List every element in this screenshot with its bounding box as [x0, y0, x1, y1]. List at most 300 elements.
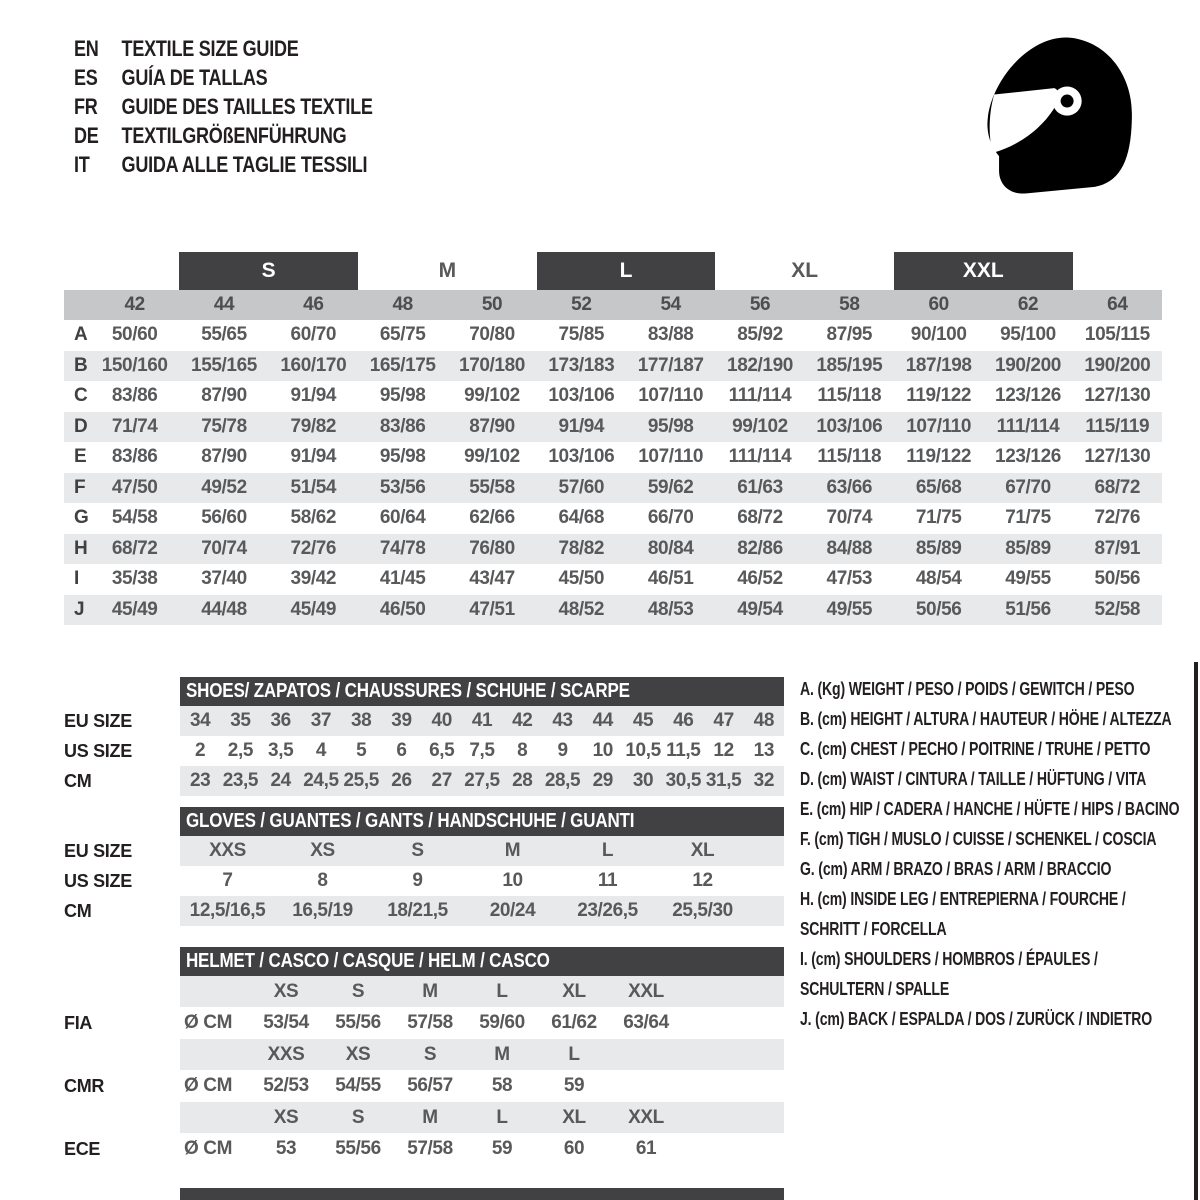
- size-value-cell: 47/50: [111, 476, 158, 498]
- helmet-sizes-row: [64, 1039, 784, 1070]
- legend-item-line: E. (cm) HIP / CADERA / HANCHE / HÜFTE / HIPS / BACINO: [800, 798, 1180, 819]
- language-code: FR: [74, 93, 98, 119]
- helmet-sizes-row: [64, 976, 784, 1007]
- size-value-cell: 3,5: [268, 740, 294, 761]
- size-value-cell: 47/53: [826, 568, 873, 590]
- size-value-cell: 45/50: [558, 568, 605, 590]
- size-value-cell: 170/180: [459, 354, 525, 376]
- helmet-size-value: 57/58: [407, 1012, 453, 1033]
- size-value-cell: 24,5: [303, 770, 339, 791]
- measurement-legend: [800, 674, 1200, 1034]
- size-value-cell: 165/175: [369, 354, 436, 376]
- size-value-cell: 7,5: [469, 740, 495, 761]
- size-value-cell: 85/89: [915, 537, 962, 559]
- size-group-label: L: [537, 252, 716, 290]
- size-value-cell: 87/95: [826, 324, 873, 346]
- size-value-cell: 177/187: [637, 354, 704, 376]
- size-value-cell: 27: [431, 770, 452, 791]
- row-letter: J: [74, 598, 85, 620]
- guide-title: TEXTILGRÖßENFÜHRUNG: [121, 122, 347, 148]
- size-value-cell: 182/190: [727, 354, 793, 376]
- size-value-cell: 95/98: [379, 385, 426, 407]
- row-cells: [180, 866, 784, 896]
- size-value-cell: 45/49: [111, 598, 158, 620]
- page-right-edge-line: [1194, 662, 1198, 1200]
- table-row: [64, 442, 1162, 473]
- size-value-cell: 35: [230, 710, 251, 731]
- helmet-icon: [978, 30, 1140, 198]
- size-value-cell: 76/80: [469, 537, 515, 559]
- table-row: [64, 706, 784, 736]
- size-value-cell: 127/130: [1084, 385, 1151, 407]
- legend-item-line: I. (cm) SHOULDERS / HOMBROS / ÉPAULES /: [800, 948, 1098, 969]
- legend-item-line: D. (cm) WAIST / CINTURA / TAILLE / HÜFTUNG / VITA: [800, 768, 1147, 789]
- size-value-cell: 63/66: [826, 476, 873, 498]
- size-value-cell: 12: [713, 740, 734, 761]
- size-value-cell: 83/86: [379, 415, 426, 437]
- size-value-cell: 23/26,5: [577, 900, 638, 921]
- size-value-cell: 50/56: [1094, 568, 1141, 590]
- legend-item-line: SCHRITT / FORCELLA: [800, 918, 947, 939]
- unit-spacer: [180, 1039, 250, 1070]
- size-value-cell: 68/72: [737, 507, 783, 529]
- helmet-size-label: S: [351, 980, 365, 1002]
- size-value-cell: 85/92: [737, 324, 783, 346]
- size-value-cell: 107/110: [638, 385, 704, 407]
- helmet-size-value: 54/55: [335, 1075, 381, 1096]
- size-value-cell: 8: [317, 870, 328, 891]
- language-row: [74, 92, 373, 121]
- numeric-size-label: 50: [481, 294, 503, 315]
- size-value-cell: 43: [552, 710, 573, 731]
- size-value-cell: 173/183: [548, 354, 615, 376]
- size-value-cell: 155/165: [191, 354, 257, 376]
- size-value-cell: 103/106: [816, 415, 883, 437]
- size-value-cell: 39/42: [290, 568, 337, 590]
- size-value-cell: 70/74: [201, 537, 247, 559]
- size-value-cell: 46/51: [647, 568, 694, 590]
- row-cells: [180, 736, 784, 766]
- size-value-cell: XS: [310, 840, 335, 861]
- size-value-cell: 26: [391, 770, 412, 791]
- shoes-size-table: [64, 676, 784, 796]
- size-group-label: M: [438, 259, 457, 282]
- language-row: [74, 34, 373, 63]
- row-cells: [180, 896, 784, 926]
- size-value-cell: 64/68: [558, 507, 605, 529]
- row-cells: [180, 1133, 784, 1165]
- size-value-cell: 35/38: [111, 568, 158, 590]
- size-group-header-row: [64, 252, 1162, 290]
- row-letter: C: [74, 385, 88, 407]
- legend-item-line: SCHULTERN / SPALLE: [800, 978, 950, 999]
- legend-item-line: C. (cm) CHEST / PECHO / POITRINE / TRUHE / PETTO: [800, 738, 1151, 759]
- section-title: GLOVES / GUANTES / GANTS / HANDSCHUHE / GUANTI: [185, 810, 635, 832]
- diameter-unit-label: Ø CM: [184, 1075, 233, 1096]
- size-value-cell: 30: [632, 770, 654, 791]
- size-value-cell: 51/56: [1005, 598, 1051, 620]
- size-value-cell: 79/82: [290, 415, 337, 437]
- size-value-cell: 91/94: [290, 446, 337, 468]
- section-title-bar: [180, 677, 784, 706]
- helmet-size-label: XXS: [267, 1043, 305, 1065]
- size-value-cell: 30,5: [665, 770, 702, 791]
- gloves-size-table: [64, 806, 784, 926]
- size-value-cell: 25,5: [343, 770, 379, 791]
- helmet-size-label: XL: [562, 980, 586, 1002]
- size-value-cell: 31,5: [705, 770, 742, 791]
- section-title: SHOES/ ZAPATOS / CHAUSSURES / SCHUHE / SCARPE: [185, 680, 630, 702]
- row-cells: [180, 1007, 784, 1039]
- size-value-cell: 49/52: [201, 476, 247, 498]
- size-value-cell: 115/119: [1085, 415, 1150, 437]
- language-code: IT: [74, 151, 90, 177]
- size-value-cell: 62/66: [469, 507, 515, 529]
- helmet-size-value: 59/60: [479, 1012, 525, 1033]
- size-value-cell: 38: [351, 710, 372, 731]
- size-value-cell: 65/68: [915, 476, 962, 498]
- helmet-values-row: [64, 1070, 784, 1102]
- section-title-row: [64, 946, 784, 976]
- size-value-cell: 41: [471, 710, 493, 731]
- helmet-size-label: S: [423, 1043, 437, 1065]
- label-spacer: [64, 1102, 180, 1133]
- size-value-cell: 127/130: [1084, 446, 1151, 468]
- row-label: EU SIZE: [64, 840, 132, 861]
- size-value-cell: 119/122: [906, 446, 972, 468]
- size-value-cell: 10: [592, 740, 613, 761]
- row-label: US SIZE: [64, 740, 132, 761]
- size-value-cell: 115/118: [817, 446, 882, 468]
- helmet-size-value: 61: [635, 1138, 657, 1159]
- language-code: ES: [74, 64, 98, 90]
- size-value-cell: 99/102: [464, 446, 520, 468]
- standard-label: CMR: [64, 1075, 105, 1096]
- row-cells: [180, 1039, 784, 1070]
- size-value-cell: 103/106: [548, 446, 615, 468]
- row-letter: F: [74, 476, 86, 498]
- table-row: [64, 412, 1162, 443]
- row-letter: D: [74, 415, 88, 437]
- size-value-cell: 55/65: [201, 324, 247, 346]
- table-row: [64, 866, 784, 896]
- size-value-cell: 160/170: [280, 354, 347, 376]
- helmet-sizes-row: [64, 1102, 784, 1133]
- helmet-size-value: 53: [275, 1138, 297, 1159]
- numeric-size-label: 60: [928, 294, 949, 315]
- diameter-unit-label: Ø CM: [184, 1138, 233, 1159]
- size-value-cell: 10: [502, 870, 523, 891]
- size-value-cell: 29: [592, 770, 613, 791]
- row-cells: [180, 836, 784, 866]
- helmet-size-label: M: [422, 1106, 438, 1128]
- size-value-cell: 2: [195, 740, 206, 761]
- size-value-cell: 50/60: [111, 324, 158, 346]
- size-value-cell: 41/45: [379, 568, 426, 590]
- size-value-cell: 123/126: [995, 446, 1061, 468]
- helmet-size-label: S: [351, 1106, 365, 1128]
- row-cells: [180, 1070, 784, 1102]
- standard-label: ECE: [64, 1138, 101, 1159]
- size-value-cell: 37/40: [201, 568, 247, 590]
- language-code: EN: [74, 35, 99, 61]
- helmet-size-value: 60: [563, 1138, 585, 1159]
- label-spacer: [64, 676, 180, 706]
- size-value-cell: 67/70: [1005, 476, 1051, 498]
- legend-item-line: G. (cm) ARM / BRAZO / BRAS / ARM / BRACCIO: [800, 858, 1112, 879]
- helmet-size-label: M: [422, 980, 438, 1002]
- helmet-icon-svg: [978, 30, 1140, 198]
- size-value-cell: 48: [753, 710, 775, 731]
- size-group-label: XXL: [894, 252, 1073, 290]
- table-row: [64, 503, 1162, 534]
- numeric-size-label: 46: [303, 294, 324, 315]
- size-value-cell: 103/106: [548, 385, 615, 407]
- size-value-cell: 60/70: [290, 324, 337, 346]
- size-value-cell: 11,5: [666, 740, 701, 761]
- size-value-cell: 78/82: [558, 537, 605, 559]
- table-row: [64, 534, 1162, 565]
- size-value-cell: 80/84: [647, 537, 694, 559]
- standard-label: FIA: [64, 1012, 93, 1033]
- table-row: [64, 595, 1162, 626]
- size-value-cell: 65/75: [379, 324, 426, 346]
- size-value-cell: 87/90: [201, 446, 247, 468]
- legend-item-line: B. (cm) HEIGHT / ALTURA / HAUTEUR / HÖHE / ALTEZZA: [800, 708, 1172, 729]
- numeric-size-label: 58: [839, 294, 860, 315]
- table-row: [64, 564, 1162, 595]
- size-value-cell: 46/52: [737, 568, 783, 590]
- numeric-size-label: 52: [571, 294, 592, 315]
- size-value-cell: 49/55: [826, 598, 873, 620]
- size-value-cell: 75/85: [558, 324, 605, 346]
- language-row: [74, 121, 373, 150]
- size-value-cell: 95/100: [1000, 324, 1056, 346]
- size-value-cell: 99/102: [464, 385, 520, 407]
- size-value-cell: 72/76: [1094, 507, 1141, 529]
- size-value-cell: 48/54: [915, 568, 962, 590]
- size-value-cell: 46/50: [379, 598, 426, 620]
- size-value-cell: 84/88: [826, 537, 873, 559]
- size-value-cell: 48/53: [647, 598, 694, 620]
- numeric-size-label: 56: [749, 294, 771, 315]
- size-value-cell: 43/47: [469, 568, 515, 590]
- size-value-cell: 187/198: [905, 354, 972, 376]
- letter-column-spacer: [64, 290, 90, 320]
- numeric-size-label: 62: [1017, 294, 1039, 315]
- helmet-size-label: XL: [562, 1106, 586, 1128]
- size-value-cell: 11: [597, 870, 618, 891]
- size-value-cell: 111/114: [728, 385, 792, 407]
- helmet-size-value: 55/56: [335, 1138, 381, 1159]
- language-code: DE: [74, 122, 99, 148]
- size-value-cell: 190/200: [1084, 354, 1151, 376]
- size-value-cell: 185/195: [816, 354, 883, 376]
- size-value-cell: 23,5: [222, 770, 259, 791]
- size-value-cell: 57/60: [558, 476, 605, 498]
- section-title-row: [64, 806, 784, 836]
- size-value-cell: 61/63: [737, 476, 783, 498]
- helmet-size-label: L: [496, 980, 508, 1002]
- size-value-cell: 10,5: [625, 740, 661, 761]
- size-value-cell: 6: [396, 740, 407, 761]
- size-value-cell: 82/86: [737, 537, 783, 559]
- numeric-size-label: 48: [392, 294, 413, 315]
- numeric-size-label: 64: [1107, 294, 1128, 315]
- size-value-cell: 71/75: [1005, 507, 1051, 529]
- size-value-cell: 34: [189, 710, 211, 731]
- size-value-cell: 23: [189, 770, 211, 791]
- size-value-cell: 48/52: [558, 598, 605, 620]
- helmet-size-value: 53/54: [263, 1012, 309, 1033]
- size-value-cell: XL: [690, 840, 715, 861]
- size-value-cell: 107/110: [638, 446, 704, 468]
- size-value-cell: 4: [315, 740, 327, 761]
- size-value-cell: 53/56: [379, 476, 426, 498]
- numeric-size-label: 44: [213, 294, 235, 315]
- row-label: CM: [64, 900, 92, 921]
- helmet-size-label: M: [494, 1043, 510, 1065]
- size-value-cell: 45/49: [290, 598, 337, 620]
- size-value-cell: 25,5/30: [672, 900, 733, 921]
- size-value-cell: 51/54: [290, 476, 337, 498]
- legend-item-line: A. (Kg) WEIGHT / PESO / POIDS / GEWITCH / PESO: [800, 678, 1135, 699]
- size-value-cell: 150/160: [101, 354, 168, 376]
- helmet-size-label: L: [496, 1106, 508, 1128]
- helmet-size-label: [610, 1039, 682, 1070]
- size-value-cell: 12: [692, 870, 713, 891]
- table-row: [64, 320, 1162, 351]
- size-value-cell: 40: [431, 710, 452, 731]
- helmet-size-value: 55/56: [335, 1012, 381, 1033]
- size-value-cell: 115/118: [817, 385, 882, 407]
- helmet-values-row: [64, 1007, 784, 1039]
- size-value-cell: 68/72: [111, 537, 158, 559]
- size-value-cell: M: [504, 840, 521, 861]
- helmet-size-label: XS: [273, 1106, 299, 1128]
- row-cells: [180, 766, 784, 796]
- size-value-cell: 49/54: [737, 598, 783, 620]
- size-value-cell: 36: [270, 710, 291, 731]
- size-value-cell: 75/78: [201, 415, 247, 437]
- helmet-size-value: 58: [491, 1075, 513, 1096]
- textile-size-table: [64, 252, 1162, 625]
- size-value-cell: 87/90: [201, 385, 247, 407]
- size-value-cell: 44: [592, 710, 613, 731]
- size-value-cell: 60/64: [379, 507, 426, 529]
- language-row: [74, 63, 373, 92]
- label-spacer: [64, 806, 180, 836]
- legend-item-line: J. (cm) BACK / ESPALDA / DOS / ZURÜCK / INDIETRO: [800, 1008, 1153, 1029]
- section-title-bar: [180, 947, 784, 976]
- helmet-values-row: [64, 1133, 784, 1165]
- helmet-size-table: [64, 946, 784, 1165]
- helmet-size-value: 63/64: [623, 1012, 669, 1033]
- guide-title: GUÍA DE TALLAS: [121, 64, 268, 90]
- language-title-list: [74, 34, 438, 179]
- size-value-cell: 66/70: [647, 507, 694, 529]
- size-group-label: S: [179, 252, 358, 290]
- size-value-cell: 52/58: [1094, 598, 1141, 620]
- cutoff-section-header-bar: [180, 1188, 784, 1200]
- size-value-cell: 42: [512, 710, 533, 731]
- table-row: [64, 836, 784, 866]
- numeric-size-header-row: [64, 290, 1162, 320]
- size-group-label: XL: [791, 259, 819, 282]
- helmet-size-label: XXL: [628, 1106, 664, 1128]
- table-row: [64, 896, 784, 926]
- row-letter: E: [74, 446, 87, 468]
- size-value-cell: 54/58: [111, 507, 158, 529]
- helmet-size-label: XS: [345, 1043, 371, 1065]
- size-value-cell: L: [601, 840, 614, 861]
- section-title-bar: [180, 807, 784, 836]
- row-cells: [180, 1102, 784, 1133]
- row-letter: A: [74, 324, 88, 346]
- row-cells: [180, 706, 784, 736]
- size-value-cell: 9: [412, 870, 423, 891]
- label-spacer: [64, 1039, 180, 1070]
- size-value-cell: 20/24: [489, 900, 536, 921]
- size-value-cell: 91/94: [558, 415, 605, 437]
- size-value-cell: 5: [356, 740, 367, 761]
- size-value-cell: 8: [517, 740, 528, 761]
- size-value-cell: 72/76: [290, 537, 337, 559]
- helmet-size-label: XS: [273, 980, 299, 1002]
- size-value-cell: 45: [632, 710, 654, 731]
- diameter-unit-label: Ø CM: [184, 1012, 233, 1033]
- guide-title: GUIDE DES TAILLES TEXTILE: [121, 93, 373, 119]
- size-value-cell: 91/94: [290, 385, 337, 407]
- size-value-cell: 55/58: [469, 476, 515, 498]
- size-value-cell: 85/89: [1005, 537, 1051, 559]
- helmet-size-label: XXL: [628, 980, 664, 1002]
- size-value-cell: 107/110: [906, 415, 972, 437]
- numeric-size-label: 54: [660, 294, 681, 315]
- label-spacer: [64, 976, 180, 1007]
- helmet-size-value: 61/62: [551, 1012, 597, 1033]
- guide-title: TEXTILE SIZE GUIDE: [121, 35, 299, 61]
- size-value-cell: 47: [713, 710, 734, 731]
- table-row: [64, 736, 784, 766]
- size-value-cell: 18/21,5: [387, 900, 448, 921]
- unit-spacer: [180, 1102, 250, 1133]
- legend-item-line: F. (cm) TIGH / MUSLO / CUISSE / SCHENKEL / COSCIA: [800, 828, 1157, 849]
- helmet-size-value: 56/57: [407, 1075, 453, 1096]
- row-letter: B: [74, 354, 88, 376]
- label-spacer: [64, 946, 180, 976]
- table-row: [64, 351, 1162, 382]
- helmet-size-value: 57/58: [407, 1138, 453, 1159]
- size-value-cell: 49/55: [1005, 568, 1051, 590]
- size-value-cell: 27,5: [464, 770, 500, 791]
- size-value-cell: 47/51: [469, 598, 515, 620]
- size-value-cell: 83/88: [647, 324, 694, 346]
- size-value-cell: S: [411, 840, 424, 861]
- size-value-cell: 28: [512, 770, 533, 791]
- unit-spacer: [180, 976, 250, 1007]
- size-value-cell: 6,5: [429, 740, 455, 761]
- helmet-size-value: [610, 1070, 682, 1102]
- size-value-cell: 71/74: [111, 415, 158, 437]
- size-value-cell: 16,5/19: [292, 900, 353, 921]
- size-value-cell: 28,5: [544, 770, 581, 791]
- size-value-cell: 24: [270, 770, 291, 791]
- numeric-size-label: 42: [124, 294, 145, 315]
- helmet-size-label: L: [568, 1043, 580, 1065]
- row-label: EU SIZE: [64, 710, 132, 731]
- legend-item-line: H. (cm) INSIDE LEG / ENTREPIERNA / FOURCHE /: [800, 888, 1126, 909]
